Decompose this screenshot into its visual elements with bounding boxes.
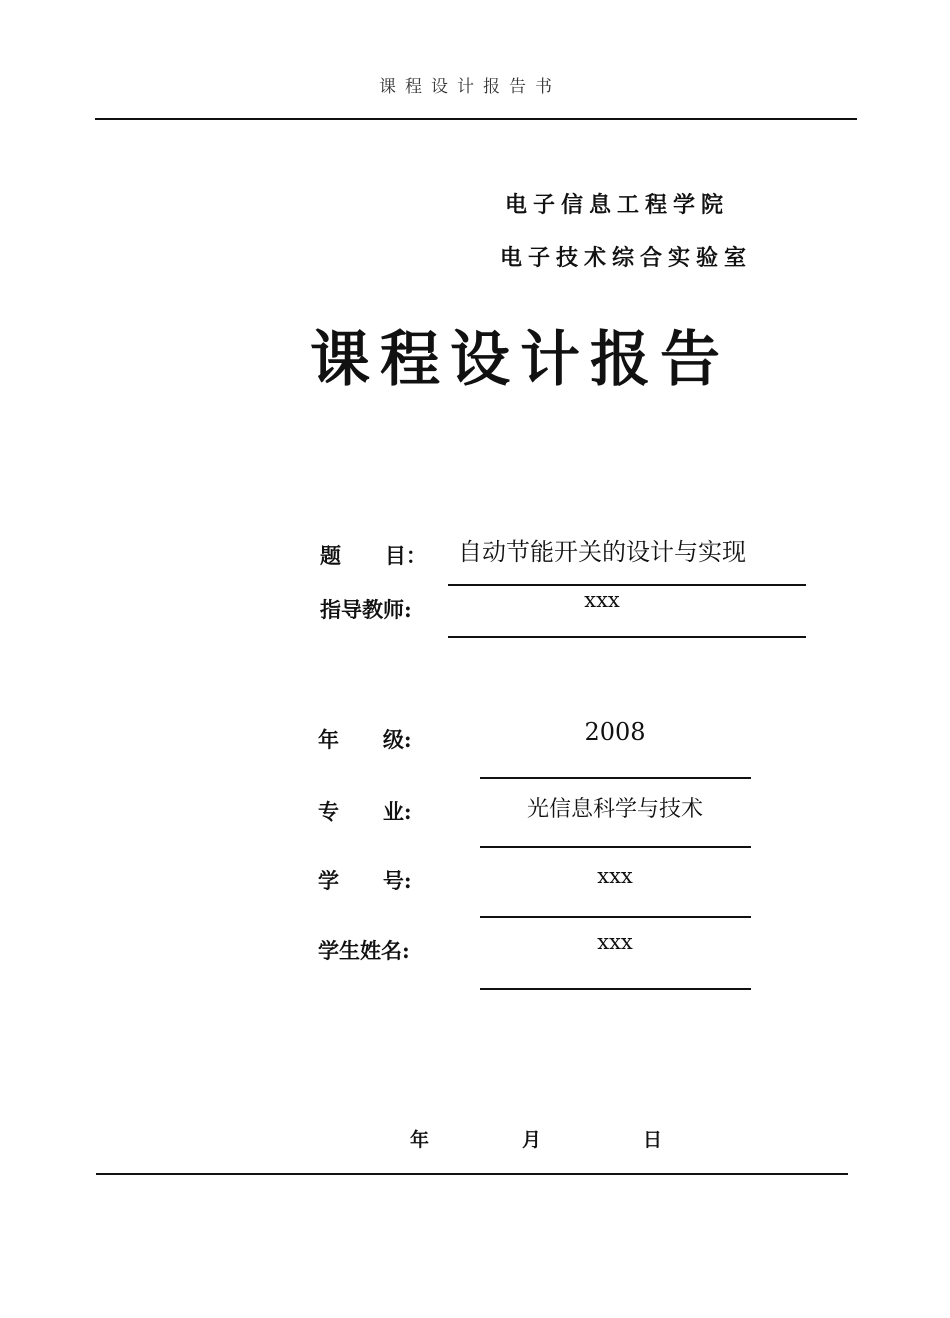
grade-label: 年 级:	[318, 727, 412, 752]
topic-label: 题 目：	[320, 543, 427, 568]
student-id-value: xxx	[597, 864, 633, 888]
topic-value: 自动节能开关的设计与实现	[458, 538, 746, 566]
lab-name: 电子技术综合实验室	[500, 245, 753, 271]
grade-value: 2008	[584, 718, 646, 746]
topic-underline	[448, 584, 806, 586]
date-day: 日	[643, 1129, 663, 1151]
major-value: 光信息科学与技术	[526, 797, 703, 822]
student-name-label: 学生姓名:	[318, 938, 410, 963]
header-rule	[95, 118, 857, 120]
report-title: 课程设计报告	[310, 325, 730, 395]
grade-underline	[480, 777, 751, 779]
student-name-value: xxx	[597, 930, 633, 954]
date-month: 月	[522, 1129, 542, 1151]
page-header-text: 课程设计报告书	[379, 77, 561, 97]
student-id-underline	[480, 916, 751, 918]
major-underline	[480, 846, 751, 848]
student-name-underline	[480, 988, 751, 990]
footer-rule	[96, 1173, 848, 1175]
date-year: 年	[410, 1129, 430, 1151]
college-name: 电子信息工程学院	[505, 192, 730, 218]
advisor-value: xxx	[584, 588, 620, 612]
student-id-label: 学 号:	[318, 868, 412, 893]
major-label: 专 业:	[318, 799, 412, 824]
advisor-underline	[448, 636, 806, 638]
advisor-label: 指导教师:	[320, 597, 412, 622]
